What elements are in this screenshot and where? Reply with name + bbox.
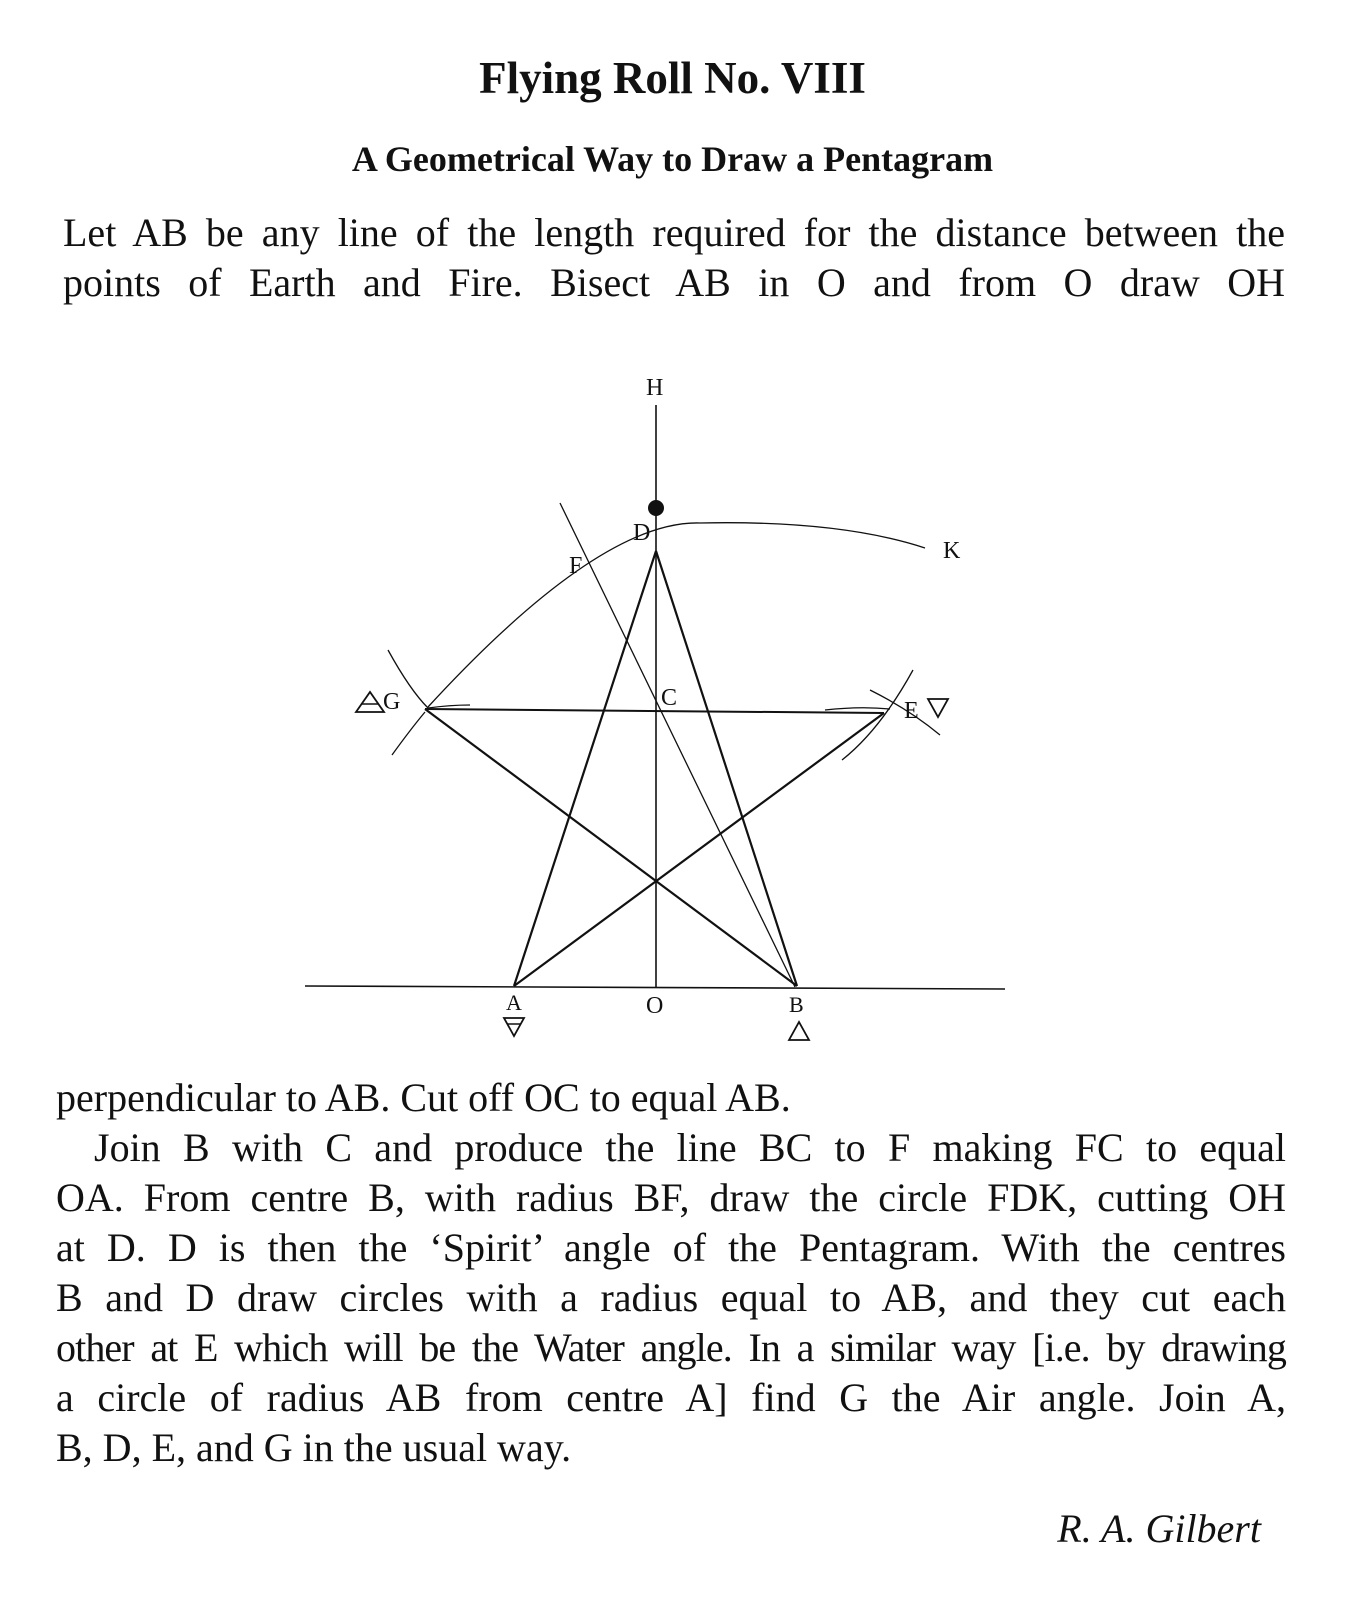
body-line-2: Join B with C and produce the line BC to F making FC to equal xyxy=(94,1125,1286,1170)
line-ae xyxy=(514,713,884,986)
water-symbol-icon xyxy=(928,699,948,717)
author-signature: R. A. Gilbert xyxy=(1057,1506,1261,1551)
label-f: F xyxy=(569,553,583,579)
line-bcf xyxy=(560,503,795,987)
intro-line-1: Let AB be any line of the length required for the distance between xyxy=(63,210,1218,255)
label-g: G xyxy=(383,689,401,715)
body-line-3: OA. From centre B, with radius BF, draw the circle FDK, cutting OH xyxy=(56,1175,1286,1220)
point-dot-d xyxy=(648,500,664,516)
arc-at-e-3 xyxy=(825,708,890,710)
label-o: O xyxy=(646,993,664,1019)
arc-at-g-2 xyxy=(392,712,425,755)
label-e: E xyxy=(904,698,919,724)
line-db xyxy=(656,551,797,986)
baseline-ab xyxy=(305,986,1005,989)
page-subtitle: A Geometrical Way to Draw a Pentagram xyxy=(351,139,994,179)
fire-symbol-icon xyxy=(789,1022,809,1040)
body-line-5: B and D draw circles with a radius equal to AB, and they cut each xyxy=(56,1275,1286,1320)
line-gb xyxy=(425,709,797,986)
label-a: A xyxy=(506,990,522,1015)
arc-at-e xyxy=(842,670,913,760)
body-line-6: other at E which will be the Water angle. In a similar way [i.e. by drawing xyxy=(56,1325,1286,1370)
label-h: H xyxy=(646,375,664,401)
intro-line-2: the points of Earth and Fire. Bisect AB in O and from O draw OH xyxy=(63,210,1286,305)
label-c: C xyxy=(661,685,678,711)
body-paragraph xyxy=(56,1073,1286,1473)
line-ge xyxy=(425,709,884,713)
body-line-4: at D. D is then the ‘Spirit’ angle of the Pentagram. With the centres xyxy=(56,1225,1286,1270)
body-line-8: B, D, E, and G in the usual way. xyxy=(56,1425,572,1470)
label-d: D xyxy=(633,520,651,546)
label-b: B xyxy=(789,992,804,1017)
body-line-7: a circle of radius AB from centre A] find G the Air angle. Join A, xyxy=(56,1375,1286,1420)
air-symbol-icon xyxy=(356,692,384,712)
line-ad xyxy=(514,551,656,986)
earth-symbol-icon xyxy=(504,1018,524,1036)
label-k: K xyxy=(943,538,961,564)
page-title: Flying Roll No. VIII xyxy=(479,53,866,103)
arc-at-g-3 xyxy=(428,705,470,708)
body-line-1: perpendicular to AB. Cut off OC to equal AB. xyxy=(56,1075,791,1120)
